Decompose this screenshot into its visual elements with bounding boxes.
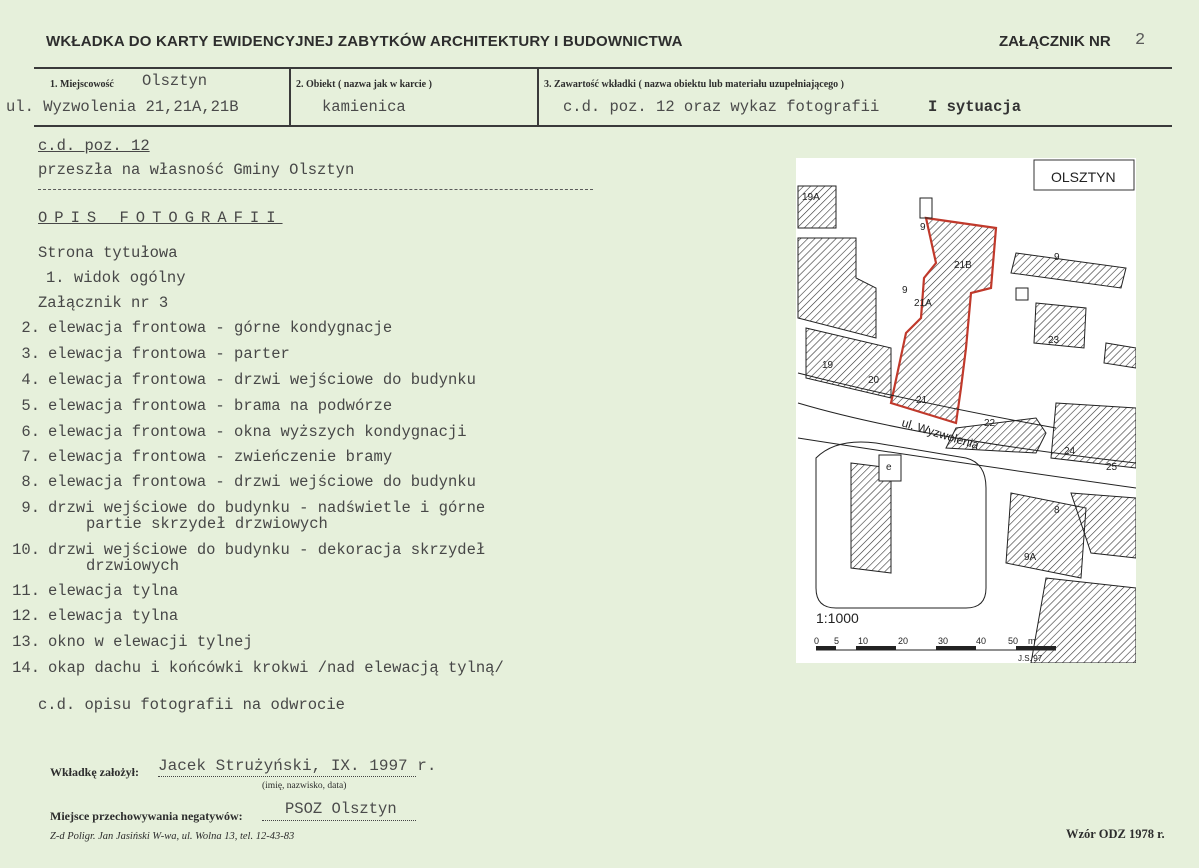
map-city-label: OLSZTYN	[1051, 169, 1116, 185]
map-plot-label: 21B	[954, 260, 972, 271]
photo-item-7	[0, 449, 560, 465]
map-plot-label: e	[886, 462, 892, 473]
photo-item-number: 10.	[12, 541, 40, 559]
photo-item-text-cont: drzwiowych	[86, 557, 180, 575]
field-3-extra: I sytuacja	[928, 98, 1022, 116]
photo-item-text: elewacja tylna	[48, 582, 179, 600]
photo-item-12	[0, 608, 560, 624]
photo-item-text: drzwi wejściowe do budynku - nadświetle i górne	[48, 499, 486, 517]
site-plan-drawing	[796, 158, 1136, 663]
map-plot-label: 8	[1054, 505, 1060, 516]
map-scale-tick: 5	[834, 636, 840, 646]
map-scale-tick: 50	[1008, 636, 1019, 646]
map-plot-label: 21A	[914, 298, 932, 309]
photo-item-text: elewacja frontowa - górne kondygnacje	[48, 319, 393, 337]
map-plot-label: 21	[916, 395, 928, 406]
form-title: WKŁADKA DO KARTY EWIDENCYJNEJ ZABYTKÓW ARCHITEKTURY I BUDOWNICTWA	[46, 33, 683, 50]
field-1-address: ul. Wyzwolenia 21,21A,21B	[6, 98, 239, 116]
photo-item-text: okno w elewacji tylnej	[48, 633, 253, 651]
photo-item-3	[0, 346, 560, 362]
photo-item-number: 6.	[21, 423, 40, 441]
photo-item-text: elewacja frontowa - zwieńczenie bramy	[48, 448, 393, 466]
photo-item-text: elewacja frontowa - brama na podwórze	[48, 397, 393, 415]
field-3-value: c.d. poz. 12 oraz wykaz fotografii	[563, 98, 880, 116]
negatives-storage-value: PSOZ Olsztyn	[285, 800, 397, 818]
form-model: Wzór ODZ 1978 r.	[1066, 827, 1165, 841]
field-2-label: 2. Obiekt ( nazwa jak w karcie )	[296, 79, 432, 90]
map-scale-tick: m	[1028, 636, 1036, 646]
prepared-by-value: Jacek Strużyński, IX. 1997 r.	[158, 757, 437, 775]
site-map	[796, 158, 1136, 663]
photo-item-6	[0, 424, 560, 440]
map-plot-label: 25	[1106, 462, 1118, 473]
printer-imprint: Z-d Poligr. Jan Jasiński W-wa, ul. Wolna 13, tel. 12-43-83	[50, 831, 295, 842]
photo-item-text: elewacja frontowa - drzwi wejściowe do budynku	[48, 473, 476, 491]
prepared-by-label: Wkładkę założył:	[50, 765, 139, 779]
map-scale-tick: 0	[814, 636, 820, 646]
photo-item-number: 12.	[12, 607, 40, 625]
photo-item-number: 7.	[21, 448, 40, 466]
section-title: OPIS FOTOGRAFII	[38, 209, 283, 227]
map-plot-label: 22	[984, 418, 996, 429]
map-plot-label: 24	[1064, 446, 1076, 457]
photo-item-text-cont: partie skrzydeł drzwiowych	[86, 515, 328, 533]
photo-item-text: okap dachu i końcówki krokwi /nad elewacją tylną/	[48, 659, 504, 677]
attachment-number: 2	[1135, 31, 1146, 50]
photo-item-number: 13.	[12, 633, 40, 651]
photo-item-number: 4.	[21, 371, 40, 389]
photo-item-number: 5.	[21, 397, 40, 415]
photo-item-text: drzwi wejściowe do budynku - dekoracja skrzydeł	[48, 541, 486, 559]
photo-item-5	[0, 398, 560, 414]
photo-item-10	[0, 542, 560, 574]
map-plot-label: 9	[1054, 252, 1060, 263]
photo-item-text: elewacja frontowa - okna wyższych kondygnacji	[48, 423, 467, 441]
negatives-storage-label: Miejsce przechowywania negatywów:	[50, 809, 243, 823]
section-divider	[38, 189, 593, 190]
field-divider-1	[289, 67, 291, 125]
photo-item-9	[0, 500, 560, 532]
attachment-label: ZAŁĄCZNIK NR	[999, 33, 1111, 50]
field-3-label: 3. Zawartość wkładki ( nazwa obiektu lub materiału uzupełniającego )	[544, 79, 845, 90]
photo-item-11	[0, 583, 560, 599]
photo-item-14	[0, 660, 560, 676]
photo-item-number: 2.	[21, 319, 40, 337]
photo-item-text: elewacja frontowa - parter	[48, 345, 290, 363]
map-scale-tick: 40	[976, 636, 987, 646]
map-plot-label: 9	[902, 285, 908, 296]
map-plot-label: 19	[822, 360, 834, 371]
prepared-by-hint: (imię, nazwisko, data)	[262, 781, 347, 791]
field-divider-2	[537, 67, 539, 125]
photo-item-8	[0, 474, 560, 490]
photo-item-text: elewacja tylna	[48, 607, 179, 625]
photo-item-2	[0, 320, 560, 336]
header-rule-top	[34, 67, 1172, 69]
map-plot-label: 9	[920, 222, 926, 233]
map-plot-label: 19A	[802, 192, 820, 203]
map-plot-label: 9A	[1024, 552, 1037, 563]
photo-item-1: 1. widok ogólny	[46, 269, 186, 287]
map-initials: J.S.'97	[1018, 654, 1043, 663]
map-scale-label: 1:1000	[816, 610, 859, 626]
photo-item-text: elewacja frontowa - drzwi wejściowe do budynku	[48, 371, 476, 389]
photo-item-13	[0, 634, 560, 650]
title-page-label: Strona tytułowa	[38, 244, 178, 262]
continuation-text: przeszła na własność Gminy Olsztyn	[38, 161, 355, 179]
field-1-label: 1. Miejscowość	[50, 79, 114, 90]
map-scale-tick: 30	[938, 636, 949, 646]
prepared-by-rule	[158, 776, 416, 777]
photo-item-number: 11.	[12, 582, 40, 600]
field-2-value: kamienica	[322, 98, 406, 116]
photo-item-number: 9.	[21, 499, 40, 517]
map-plot-label: 20	[868, 375, 880, 386]
photo-item-number: 14.	[12, 659, 40, 677]
annex-label: Załącznik nr 3	[38, 294, 169, 312]
map-scale-tick: 10	[858, 636, 869, 646]
header-rule-bottom	[34, 125, 1172, 127]
continued-note: c.d. opisu fotografii na odwrocie	[38, 696, 345, 714]
photo-item-4	[0, 372, 560, 388]
field-1-value: Olsztyn	[142, 72, 208, 90]
negatives-storage-rule	[262, 820, 416, 821]
photo-item-number: 8.	[21, 473, 40, 491]
continuation-heading: c.d. poz. 12	[38, 137, 150, 155]
map-street-label: ul. Wyzwolenia	[900, 415, 981, 453]
photo-item-number: 3.	[21, 345, 40, 363]
map-plot-label: 23	[1048, 335, 1060, 346]
map-scale-tick: 20	[898, 636, 909, 646]
